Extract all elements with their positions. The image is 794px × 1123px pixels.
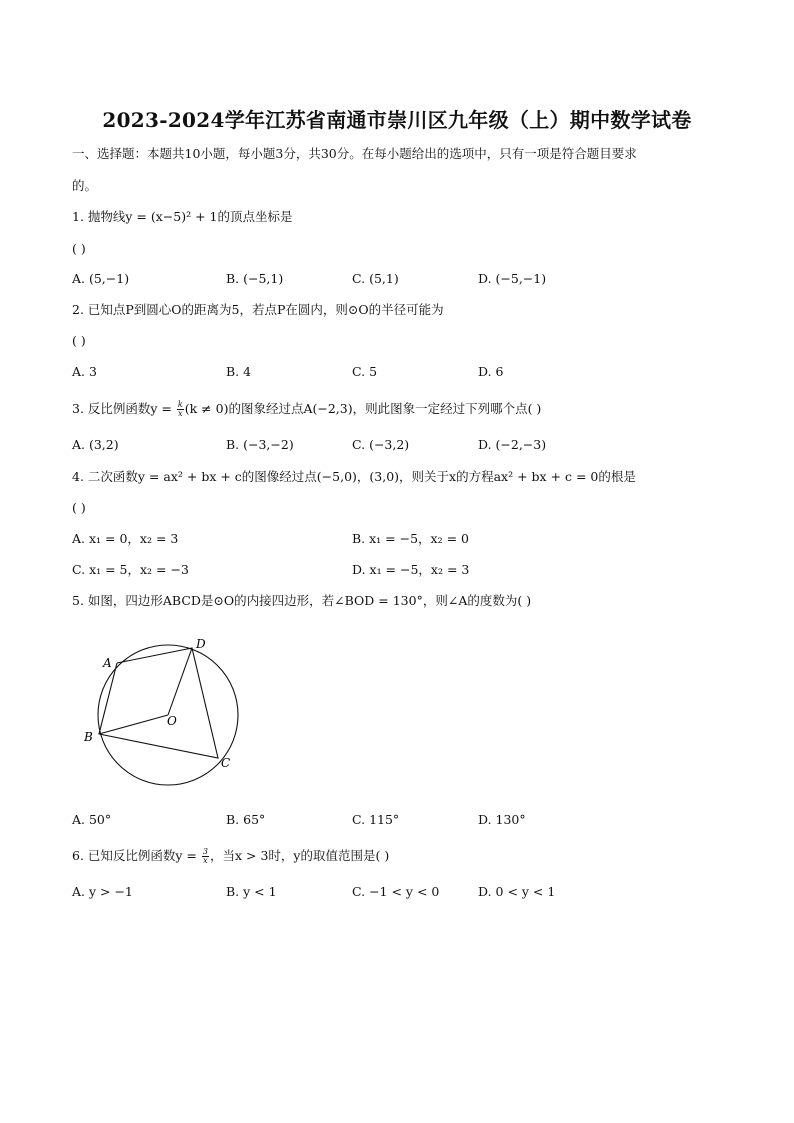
q5-stem: 5. 如图，四边形ABCD是⊙O的内接四边形，若∠BOD = 130°，则∠A的度数为( ) [72,593,532,608]
q6-option-d: D. 0 < y < 1 [478,884,556,899]
figure-label-a: A [103,656,112,670]
q6-option-b: B. y < 1 [226,884,277,899]
q2-option-d: D. 6 [478,364,504,379]
figure-quadrilateral [99,648,218,758]
q1-stem: 1. 抛物线y = (x−5)² + 1的顶点坐标是 [72,209,293,224]
q6-option-a: A. y > −1 [72,884,133,899]
q6-stem [72,848,389,865]
q3-fraction [177,401,184,418]
q1-option-d: D. (−5,−1) [478,271,547,286]
q6-stem-pre: 6. 已知反比例函数y = [72,848,201,863]
section-heading-line1: 一、选择题：本题共10小题，每小题3分，共30分。在每小题给出的选项中，只有一项是符合题目要求 [72,146,637,161]
q6-option-c: C. −1 < y < 0 [352,884,440,899]
q2-option-c: C. 5 [352,364,378,379]
q1-paren: ( ) [72,241,86,256]
figure-label-b: B [84,730,93,744]
q5-circle-figure [70,630,270,790]
q2-paren: ( ) [72,333,86,348]
figure-radius-ob [99,715,168,734]
q6-stem-post: ，当x > 3时，y的取值范围是( ) [209,848,390,863]
figure-label-o: O [167,714,177,728]
q4-option-b: B. x₁ = −5，x₂ = 0 [352,531,469,546]
q2-stem: 2. 已知点P到圆心O的距离为5，若点P在圆内，则⊙O的半径可能为 [72,302,444,317]
exam-title: 2023-2024学年江苏省南通市崇川区九年级（上）期中数学试卷 [102,108,692,132]
q6-fraction [202,848,209,865]
q5-option-d: D. 130° [478,812,526,827]
q4-option-c: C. x₁ = 5，x₂ = −3 [72,562,189,577]
q3-option-d: D. (−2,−3) [478,437,547,452]
figure-radius-od [168,648,192,715]
q4-paren: ( ) [72,500,86,515]
q4-stem: 4. 二次函数y = ax² + bx + c的图像经过点(−5,0)，(3,0)，则关于x的方程ax² + bx + c = 0的根是 [72,469,636,484]
q3-option-c: C. (−3,2) [352,437,410,452]
q2-option-b: B. 4 [226,364,252,379]
q5-option-b: B. 65° [226,812,266,827]
q3-fraction-numerator: k [177,400,183,409]
q3-fraction-denominator: x [178,409,183,418]
q6-fraction-numerator: 3 [202,847,208,856]
q3-stem-pre: 3. 反比例函数y = [72,401,176,416]
q5-option-a: A. 50° [72,812,112,827]
q3-option-a: A. (3,2) [72,437,119,452]
q4-option-a: A. x₁ = 0，x₂ = 3 [72,531,179,546]
q3-option-b: B. (−3,−2) [226,437,294,452]
q1-option-a: A. (5,−1) [72,271,130,286]
q6-fraction-denominator: x [203,856,208,865]
figure-label-c: C [221,756,231,770]
section-heading-line2: 的。 [72,178,98,193]
q5-option-c: C. 115° [352,812,400,827]
figure-label-d: D [196,637,206,651]
q3-stem [72,401,541,418]
q3-stem-post: (k ≠ 0)的图象经过点A(−2,3)，则此图象一定经过下列哪个点( ) [184,401,542,416]
q1-option-c: C. (5,1) [352,271,399,286]
q2-option-a: A. 3 [72,364,97,379]
q4-option-d: D. x₁ = −5，x₂ = 3 [352,562,470,577]
q1-option-b: B. (−5,1) [226,271,284,286]
